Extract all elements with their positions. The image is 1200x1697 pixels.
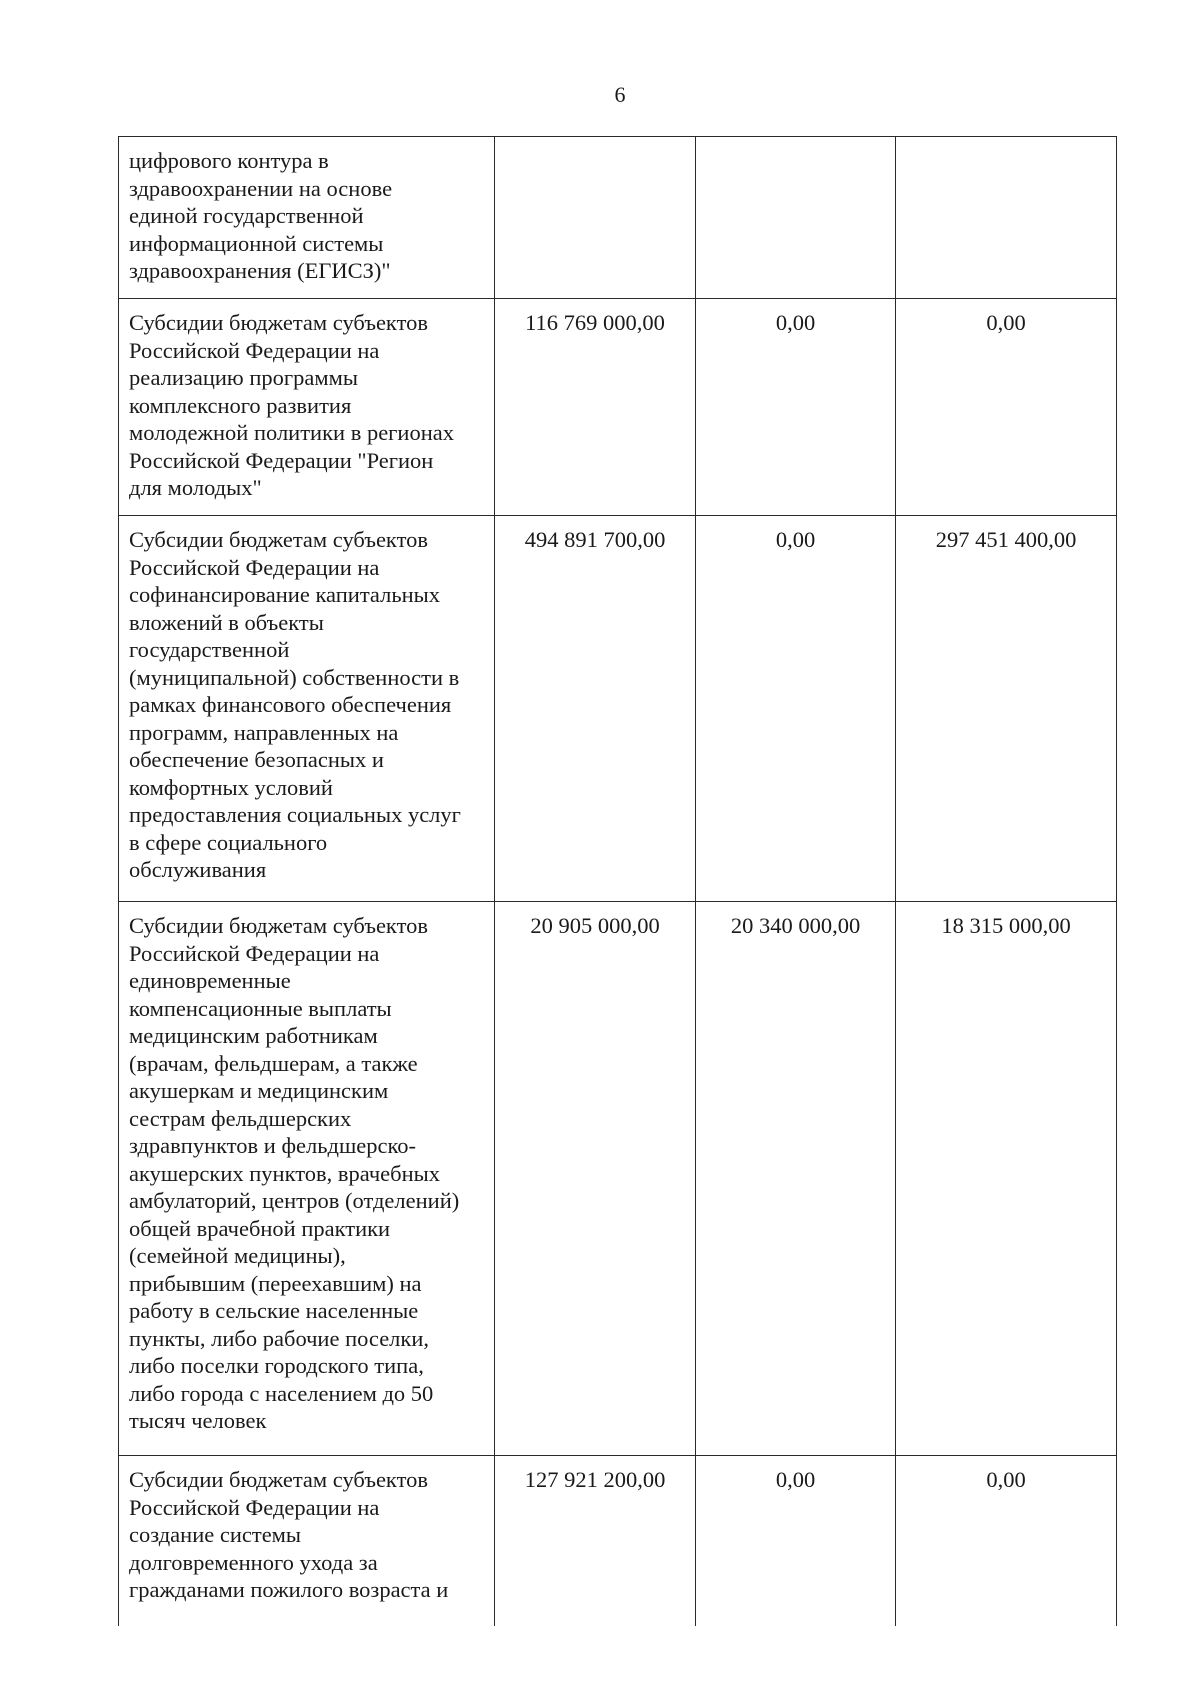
- subsidies-table: [118, 136, 1117, 1626]
- row-value-1: 494 891 700,00: [495, 516, 696, 902]
- row-description: Субсидии бюджетам субъектов Российской Федерации на реализацию программы комплексного развития молодежной политики в регионах Российской Федерации "Регион для молодых": [119, 299, 495, 516]
- row-value-1: 116 769 000,00: [495, 299, 696, 516]
- row-description: Субсидии бюджетам субъектов Российской Федерации на единовременные компенсационные выплаты медицинским работникам (врачам, фельдшерам, а также акушеркам и медицинским сестрам фельдшерских здравпунктов и фельдшерско- акушерских пунктов, врачебных амбулаторий, центров (отделений) общей врачебной практики (семейной медицины), прибывшим (переехавшим) на работу в сельские населенные пункты, либо рабочие поселки, либо поселки городского типа, либо города с населением до 50 тысяч человек: [119, 902, 495, 1456]
- row-value-2: 0,00: [696, 299, 896, 516]
- page-number: 6: [614, 82, 626, 107]
- table-row: [119, 1456, 1117, 1626]
- row-value-3: 0,00: [896, 299, 1117, 516]
- row-description: Субсидии бюджетам субъектов Российской Федерации на софинансирование капитальных вложений в объекты государственной (муниципальной) собственности в рамках финансового обеспечения программ, направленных на обеспечение безопасных и комфортных условий предоставления социальных услуг в сфере социального обслуживания: [119, 516, 495, 902]
- row-value-2: [696, 137, 896, 299]
- row-value-3: [896, 137, 1117, 299]
- row-description: Субсидии бюджетам субъектов Российской Федерации на создание системы долговременного ухода за гражданами пожилого возраста и: [119, 1456, 495, 1626]
- row-value-2: 0,00: [696, 1456, 896, 1626]
- row-value-1: 127 921 200,00: [495, 1456, 696, 1626]
- table-row: [119, 516, 1117, 902]
- row-value-3: 18 315 000,00: [896, 902, 1117, 1456]
- row-value-1: 20 905 000,00: [495, 902, 696, 1456]
- table-row: [119, 902, 1117, 1456]
- row-value-1: [495, 137, 696, 299]
- row-value-2: 20 340 000,00: [696, 902, 896, 1456]
- row-description: цифрового контура в здравоохранении на основе единой государственной информационной системы здравоохранения (ЕГИСЗ)": [119, 137, 495, 299]
- row-value-2: 0,00: [696, 516, 896, 902]
- table-row: [119, 299, 1117, 516]
- row-value-3: 297 451 400,00: [896, 516, 1117, 902]
- table-row: [119, 137, 1117, 299]
- row-value-3: 0,00: [896, 1456, 1117, 1626]
